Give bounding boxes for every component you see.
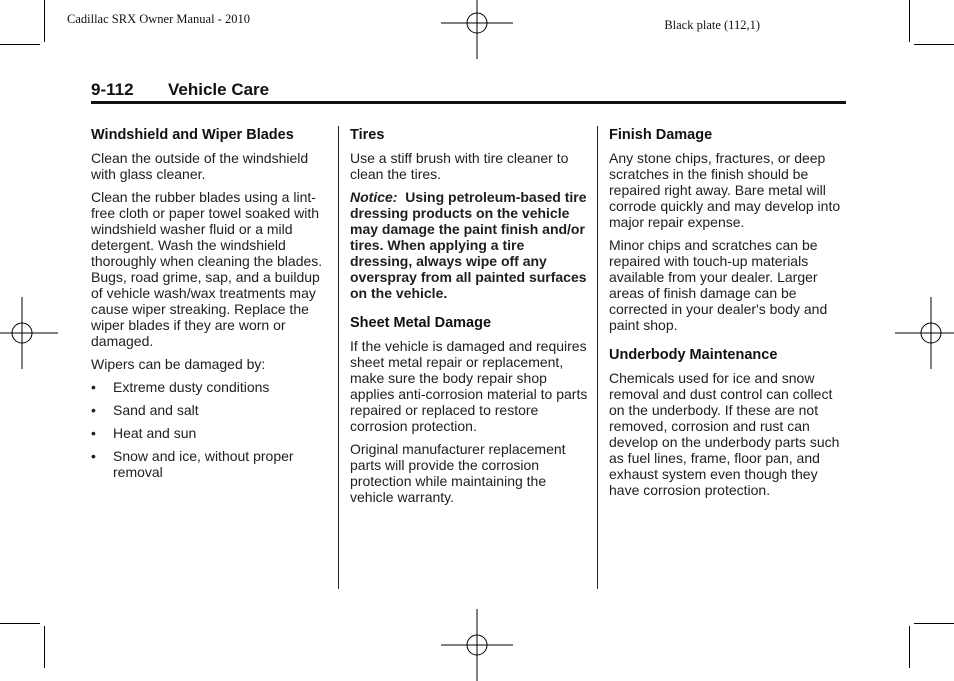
column-divider (338, 126, 339, 589)
crop-mark (914, 44, 954, 45)
bullet-icon: • (91, 448, 96, 464)
crop-mark (44, 0, 45, 42)
bullet-icon: • (91, 379, 96, 395)
list-item-text: Sand and salt (113, 402, 199, 418)
registration-mark-icon (441, 0, 513, 59)
paragraph: If the vehicle is damaged and requires sheet metal repair or replacement, make sure the body repair shop applies anti-corrosion material to parts repaired or replaced to restore corrosion protection. (350, 338, 588, 434)
crop-mark (0, 44, 40, 45)
column-1 (91, 126, 329, 487)
crop-mark (44, 626, 45, 668)
heading-windshield-wiper: Windshield and Wiper Blades (91, 127, 294, 143)
list-item (91, 448, 329, 480)
paragraph: Wipers can be damaged by: (91, 356, 266, 372)
notice (350, 189, 590, 301)
crop-mark (909, 626, 910, 668)
paragraph: Chemicals used for ice and snow removal and dust control can collect on the underbody. If these are not removed, corrosion and rust can develop on the underbody parts such as fuel lines, frame, floor pan, and exhaust system even though they have corrosion protection. (609, 370, 840, 498)
heading-sheet-metal-damage: Sheet Metal Damage (350, 315, 492, 331)
registration-mark-icon (895, 297, 954, 369)
list-item-text: Snow and ice, without proper removal (113, 448, 294, 480)
paragraph: Any stone chips, fractures, or deep scratches in the finish should be repaired right away. Bare metal will corrode quickly and may develop into major repair expense. (609, 150, 841, 230)
heading-rule (91, 101, 846, 104)
document-title: Cadillac SRX Owner Manual - 2010 (67, 12, 250, 26)
column-divider (597, 126, 598, 589)
crop-mark (0, 623, 40, 624)
paragraph: Original manufacturer replacement parts will provide the corrosion protection while maintaining the vehicle warranty. (350, 441, 566, 505)
notice-label: Notice: (350, 189, 398, 205)
registration-mark-icon (0, 297, 58, 369)
list-item (91, 425, 329, 441)
bullet-icon: • (91, 425, 96, 441)
heading-tires: Tires (350, 127, 385, 143)
bullet-icon: • (91, 402, 96, 418)
list-item-text: Heat and sun (113, 425, 197, 441)
heading-underbody-maintenance: Underbody Maintenance (609, 347, 778, 363)
page-number: 9-112 (91, 80, 134, 99)
paragraph: Minor chips and scratches can be repaired with touch-up materials available from your dealer. Larger areas of finish damage can be corrected in your dealer's body and paint shop. (609, 237, 828, 333)
wiper-damage-list (91, 379, 329, 480)
paragraph: Use a stiff brush with tire cleaner to clean the tires. (350, 150, 569, 182)
section-title: Vehicle Care (168, 80, 270, 99)
crop-mark (914, 623, 954, 624)
list-item (91, 402, 329, 418)
plate-label: Black plate (112,1) (664, 18, 760, 32)
registration-mark-icon (441, 609, 513, 681)
column-3 (609, 126, 849, 505)
list-item-text: Extreme dusty conditions (113, 379, 270, 395)
crop-mark (909, 0, 910, 42)
paragraph: Clean the outside of the windshield with glass cleaner. (91, 150, 309, 182)
notice-text: Using petroleum-based tire dressing products on the vehicle may damage the paint finish and/or tires. When applying a tire dressing, always wipe off any overspray from all painted surfaces on the vehicle. (350, 189, 587, 301)
heading-finish-damage: Finish Damage (609, 127, 713, 143)
paragraph: Clean the rubber blades using a lint-free cloth or paper towel soaked with windshield washer fluid or a mild detergent. Wash the windshield thoroughly when cleaning the blades. Bugs, road grime, sap, and a buildup of vehicle wash/wax treatments may cause wiper streaking. Replace the wiper blades if they are worn or damaged. (91, 189, 323, 349)
column-2 (350, 126, 590, 512)
section-heading (91, 80, 846, 100)
list-item (91, 379, 329, 395)
